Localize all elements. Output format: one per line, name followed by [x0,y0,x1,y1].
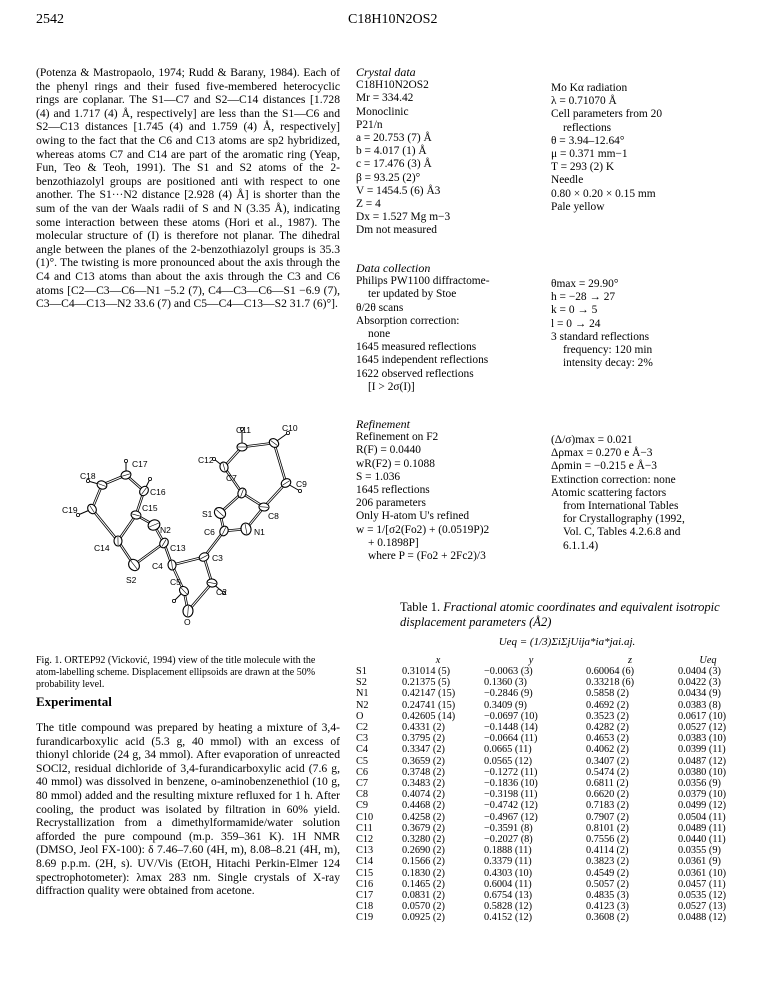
param-line: Philips PW1100 diffractome- [356,275,490,288]
table-cell: 0.0488 (12) [678,912,727,924]
table-cell: 0.6620 (2) [586,789,629,801]
table-cell: 0.0383 (10) [678,733,727,745]
intro-paragraph: (Potenza & Mastropaolo, 1974; Rudd & Barany, 1984). Each of the phenyl rings and their fused five-membered heterocyclic rings are coplanar. The S1—C7 and S2—C14 distances [1.728 (4) and 1.717 (4) Å, respectively] are less than the S1—C6 and S2—C13 distances [1.745 (4) and 1.759 (4) Å, respectively] owing to the fact that the C6 and C13 atoms are sp2 hybridized, whereas atoms C7 and C14 are part of the aromatic ring (Yeap, Fun, Teo & Teoh, 1991). The S1 and S2 atoms of the 2-benzothiazolyl groups are positioned anti with respect to one another. The S1···N2 distance [2.928 (4) Å] is shorter than the sum of the van der Waals radii of S and N (3.35 Å), indicating some interaction between these atoms (Hori et al., 1987). The molecular structure of (I) is therefore not planar. The dihedral angle between the planes of the 2-benzothiazolyl groups is 35.3 (1)°. The twisting is more pronounced about the axis through the C4 and C13 atoms than about the axis through the C3 and C6 atoms [C2—C3—C6—N1 −5.2 (7), C4—C3—C6—S1 −6.9 (7), C3—C4—C13—N2 33.6 (7) and C5—C4—C13—S2 31.7 (6)°]. [36,66,340,311]
atom-label: C2 [216,587,227,597]
table-cell: 0.3608 (2) [586,912,629,924]
table-cell: 0.3679 (2) [402,822,445,834]
table-cell: 0.0489 (11) [678,822,726,834]
table-cell: 0.4549 (2) [586,867,629,879]
hydrogen-atom [172,599,175,602]
table-cell: S2 [356,677,367,689]
param-line: Only H-atom U's refined [356,510,470,523]
param-line: none [368,328,391,341]
atom-label: S1 [202,509,213,519]
table-cell: 0.3795 (2) [402,733,445,745]
crystal-data-right [551,82,761,214]
table-cell: C14 [356,856,374,868]
param-line: [I > 2σ(I)] [368,380,415,393]
atom-label: C3 [212,553,223,563]
table-cell: 0.4653 (2) [586,733,629,745]
atomic-coordinates-table [356,654,738,924]
param-line: C18H10N2OS2 [356,79,429,92]
table-cell: 0.3379 (11) [484,856,532,868]
param-line: w = 1/[σ2(Fo2) + (0.0519P)2 [356,523,490,536]
atom-label: C4 [152,561,163,571]
table-row [356,868,738,879]
atom-label: C6 [204,527,215,537]
table-cell: −0.1272 (11) [484,766,538,778]
table-cell: 0.0355 (9) [678,845,721,857]
table-cell: 0.0361 (10) [678,867,727,879]
table-cell: 0.0499 (12) [678,800,727,812]
column-header: Ueq [699,654,717,666]
table-cell: 0.3823 (2) [586,856,629,868]
param-line: 6.1.1.4) [563,539,599,552]
data-collection-right [551,278,761,370]
table-cell: N2 [356,699,369,711]
param-line: 1645 measured reflections [356,341,477,354]
param-line: 1645 independent reflections [356,354,489,367]
atom-label: O [184,617,191,627]
data-collection-heading: Data collection [356,261,431,275]
param-line: μ = 0.371 mm−1 [551,148,628,161]
param-line: Mr = 334.42 [356,92,414,105]
table-cell: −0.2027 (8) [484,834,533,846]
param-line: Δρmax = 0.270 e Å−3 [551,447,653,460]
table-cell: C11 [356,822,373,834]
table-cell: 0.0527 (12) [678,722,727,734]
refinement-left [356,418,546,563]
table-cell: 0.7556 (2) [586,834,629,846]
atom-label: C13 [170,543,186,553]
atom-label: C7 [226,473,237,483]
table-cell: 0.0399 (11) [678,744,726,756]
table-cell: −0.2846 (9) [484,688,533,700]
param-line: Refinement on F2 [356,431,439,444]
atom-label: C19 [62,505,78,515]
table-cell: 0.4114 (2) [586,845,629,857]
refinement-right [551,434,761,553]
param-line: wR(F2) = 0.1088 [356,457,435,470]
table-cell: 0.7183 (2) [586,800,629,812]
atom-label: C18 [80,471,96,481]
param-line: Cell parameters from 20 [551,108,663,121]
table-cell: 0.3483 (2) [402,778,445,790]
table-cell: 0.0361 (9) [678,856,721,868]
table-cell: 0.8101 (2) [586,822,629,834]
table-cell: C17 [356,890,374,902]
table-cell: −0.3591 (8) [484,822,533,834]
bond-core [274,443,286,483]
table-cell: 0.4303 (10) [484,867,533,879]
atom-label: C9 [296,479,307,489]
param-line: Δρmin = −0.215 e Å−3 [551,460,657,473]
param-line: θ = 3.94–12.64° [551,134,625,147]
table-row [356,688,738,699]
table-row [356,856,738,867]
param-line: for Crystallography (1992, [563,513,685,526]
param-line: Absorption correction: [356,314,460,327]
param-line: Atomic scattering factors [551,486,667,499]
param-line: Dx = 1.527 Mg m−3 [356,211,451,224]
table-cell: 0.0570 (2) [402,901,445,913]
param-line: Mo Kα radiation [551,82,628,94]
table-row [356,666,738,677]
param-line: Vol. C, Tables 4.2.6.8 and [563,526,681,539]
table-cell: −0.1836 (10) [484,778,538,790]
crystal-data-list-right [551,82,761,214]
atom-label: C17 [132,459,148,469]
atom-label: C12 [198,455,214,465]
table-cell: 0.4074 (2) [402,789,445,801]
data-collection-list-right [551,278,761,370]
table-row [356,845,738,856]
atom-label: C5 [170,577,181,587]
table-cell: −0.4967 (12) [484,811,538,823]
table-cell: C15 [356,867,374,879]
table-cell: 0.0504 (11) [678,811,726,823]
table-row [356,767,738,778]
table-cell: 0.0565 (12) [484,755,533,767]
experimental-text: The title compound was prepared by heating a mixture of 3,4-furandicarboxylic acid (5.3 g, 40 mmol) with an excess of thionyl chloride (24 g, 34 mmol). After evaporation of unreacted SOCl2, residual dichloride of 3,4-furandicarboxylic acid (7.6 g, 40 mmol) was dissolved in benzene, o-aminobenzenethiol (10 g, 80 mmol) added and the resulting mixture refluxed for 1 h. After cooling, the product was isolated by filtration in 60% yield. Recrystallization from a dimethylformamide/water solution afforded the pure compound (m.p. 359–361 K). 1H NMR (DMSO, Jeol FX-100): δ 7.46–7.60 (4H, m), 8.08–8.21 (4H, m), 8.69 p.p.m. (2H, s). UV/Vis (EtOH, Hitachi Perkin-Elmer 124 spectrophotometer): λmax 283 nm. Single crystals of X-ray diffraction quality were obtained from acetone. [36,721,340,898]
table-cell: 0.0422 (3) [678,677,721,689]
table-cell: 0.4692 (2) [586,699,629,711]
running-head-formula: C18H10N2OS2 [348,12,438,27]
table-cell: 0.0440 (11) [678,834,726,846]
table-cell: 0.6811 (2) [586,778,629,790]
table-row [356,812,738,823]
table-row [356,711,738,722]
table-cell: 0.42147 (15) [402,688,456,700]
table-cell: 0.0356 (9) [678,778,721,790]
table-cell: 0.0383 (8) [678,699,721,711]
param-line: Monoclinic [356,105,409,118]
table-cell: 0.0434 (9) [678,688,721,700]
table-row [356,890,738,901]
param-line: Dm not measured [356,224,437,237]
table-row [356,733,738,744]
column-header: y [528,654,534,666]
table-cell: 0.6754 (13) [484,890,533,902]
table-cell: 0.6004 (11) [484,878,532,890]
param-line: where P = (Fo2 + 2Fc2)/3 [368,550,486,563]
data-collection-left [356,262,546,394]
param-line: Z = 4 [356,198,381,211]
table-row [356,700,738,711]
table-cell: C9 [356,800,369,812]
experimental-heading: Experimental [36,694,112,709]
table-cell: C19 [356,912,374,924]
table-title [400,600,768,630]
refinement-list [356,431,546,563]
table-cell: 0.3280 (2) [402,834,445,846]
param-line: Pale yellow [551,200,605,213]
table-row [356,744,738,755]
param-line: h = −28 → 27 [551,291,616,304]
column-header [356,654,396,666]
atom-label: C15 [142,503,158,513]
param-line: θmax = 29.90° [551,278,619,290]
column-header: z [627,654,632,666]
param-line: 1622 observed reflections [356,367,474,380]
table-cell: 0.3407 (2) [586,755,629,767]
table-row [356,879,738,890]
table-cell: 0.4152 (12) [484,912,533,924]
param-line: + 0.1898P] [368,536,419,549]
hydrogen-atom [124,459,127,462]
table-cell: C4 [356,744,369,756]
table-cell: −0.4742 (12) [484,800,538,812]
table-cell: C16 [356,878,374,890]
atom-label: C16 [150,487,166,497]
table-cell: C7 [356,778,369,790]
atom-label: C14 [94,543,110,553]
hydrogen-atom [148,477,151,480]
refinement-list-right [551,434,761,553]
table-cell: S1 [356,666,367,677]
table-header-row [356,654,738,666]
param-line: Needle [551,174,584,187]
param-line: P21/n [356,118,383,131]
page-number: 2542 [36,12,64,27]
table-cell: C10 [356,811,374,823]
param-line: frequency: 120 min [563,344,653,357]
table-cell: −0.0664 (11) [484,733,538,745]
crystal-data-left [356,66,546,238]
table-caption: Fractional atomic coordinates and equivalent isotropic displacement parameters (Å2) [400,600,720,629]
param-line: V = 1454.5 (6) Å3 [356,184,441,197]
table-cell: −0.0063 (3) [484,666,533,677]
table-row [356,778,738,789]
table-cell: 0.0527 (13) [678,901,727,913]
param-line: (Δ/σ)max = 0.021 [551,434,633,446]
table-cell: 0.3659 (2) [402,755,445,767]
table-cell: 0.4123 (3) [586,901,629,913]
param-line: c = 17.476 (3) Å [356,158,432,171]
table-cell: 0.3347 (2) [402,744,445,756]
table-cell: 0.5858 (2) [586,688,629,700]
table-cell: C6 [356,766,369,778]
param-line: 1645 reflections [356,484,430,497]
param-line: β = 93.25 (2)° [356,171,421,184]
table-cell: 0.1830 (2) [402,867,445,879]
molecule-drawing [36,405,340,645]
table-cell: 0.0831 (2) [402,890,445,902]
table-row [356,756,738,767]
ueq-definition: Ueq = (1/3)ΣiΣjUija*ia*jai.aj. [498,636,636,648]
table-cell: 0.0380 (10) [678,766,727,778]
table-cell: 0.60064 (6) [586,666,635,677]
left-column [36,66,340,311]
table-row [356,823,738,834]
table-cell: −0.3198 (11) [484,789,538,801]
param-line: 206 parameters [356,497,426,510]
param-line: 3 standard reflections [551,330,650,343]
table-cell: 0.24741 (15) [402,699,456,711]
table-cell: 0.4062 (2) [586,744,629,756]
param-line: 0.80 × 0.20 × 0.15 mm [551,187,656,200]
table-row [356,834,738,845]
table-cell: 0.0487 (12) [678,755,727,767]
param-line: θ/2θ scans [356,301,404,314]
param-line: λ = 0.71070 Å [551,95,617,108]
data-collection-list [356,275,546,394]
table-cell: 0.7907 (2) [586,811,629,823]
hydrogen-atom [298,489,301,492]
param-line: S = 1.036 [356,470,401,483]
refinement-heading: Refinement [356,417,410,431]
table-cell: C13 [356,845,374,857]
table-cell: 0.5057 (2) [586,878,629,890]
table-cell: 0.0925 (2) [402,912,445,924]
atom-label: N1 [254,527,265,537]
param-line: l = 0 → 24 [551,317,601,330]
table-cell: 0.4258 (2) [402,811,445,823]
table-cell: 0.0379 (10) [678,789,727,801]
table-cell: 0.1465 (2) [402,878,445,890]
table-body [356,666,738,924]
param-line: R(F) = 0.0440 [356,444,421,457]
table-cell: C8 [356,789,369,801]
param-line: k = 0 → 5 [551,304,598,317]
column-header: x [435,654,441,666]
table-cell: 0.4331 (2) [402,722,445,734]
table-cell: 0.4835 (3) [586,890,629,902]
atom-label: C8 [268,511,279,521]
ortep-figure [36,405,340,645]
table-cell: 0.2690 (2) [402,845,445,857]
param-line: intensity decay: 2% [563,357,653,370]
param-line: ter updated by Stoe [368,288,457,301]
atom-label: C10 [282,423,298,433]
table-row [356,677,738,688]
atom-label: N2 [160,525,171,535]
atom-label: S2 [126,575,137,585]
param-line: Extinction correction: none [551,473,676,486]
table-cell: N1 [356,688,369,700]
param-line: a = 20.753 (7) Å [356,132,432,145]
param-line: b = 4.017 (1) Å [356,145,427,158]
table-cell: 0.4468 (2) [402,800,445,812]
table-cell: O [356,710,364,722]
table-label: Table 1. [400,600,441,614]
table-cell: C18 [356,901,374,913]
table-cell: C12 [356,834,374,846]
table-cell: 0.33218 (6) [586,677,635,689]
table-row [356,722,738,733]
table-cell: 0.31014 (5) [402,666,451,677]
figure-caption: Fig. 1. ORTEP92 (Vicković, 1994) view of the title molecule with the atom-labelling scheme. Displacement ellipsoids are drawn at the 50% probability level. [36,655,316,690]
table-cell: −0.0697 (10) [484,710,538,722]
table-cell: 0.3748 (2) [402,766,445,778]
table-row [356,800,738,811]
param-line: from International Tables [563,500,679,513]
table-cell: 0.21375 (5) [402,677,451,689]
table-cell: 0.5474 (2) [586,766,629,778]
table-cell: C5 [356,755,369,767]
table-cell: C2 [356,722,369,734]
crystal-data-list [356,79,546,237]
table-cell: 0.0665 (11) [484,744,532,756]
table-cell: 0.1360 (3) [484,677,527,689]
table-cell: 0.4282 (2) [586,722,629,734]
table-row [356,901,738,912]
table-cell: 0.3523 (2) [586,710,629,722]
table-cell: −0.1448 (14) [484,722,538,734]
table-cell: 0.0404 (3) [678,666,721,677]
table-cell: 0.42605 (14) [402,710,456,722]
crystal-data-heading: Crystal data [356,65,416,79]
atom-label: C11 [236,425,251,435]
table-cell: 0.1566 (2) [402,856,445,868]
table-cell: 0.0457 (11) [678,878,726,890]
table-cell: 0.0617 (10) [678,710,727,722]
table-row [356,789,738,800]
table-cell: 0.1888 (11) [484,845,532,857]
table-cell: 0.5828 (12) [484,901,533,913]
table-row [356,912,738,923]
param-line: reflections [563,121,612,134]
param-line: T = 293 (2) K [551,161,615,174]
table-cell: 0.0535 (12) [678,890,727,902]
table-cell: C3 [356,733,369,745]
table-cell: 0.3409 (9) [484,699,527,711]
bond-core [92,509,118,541]
